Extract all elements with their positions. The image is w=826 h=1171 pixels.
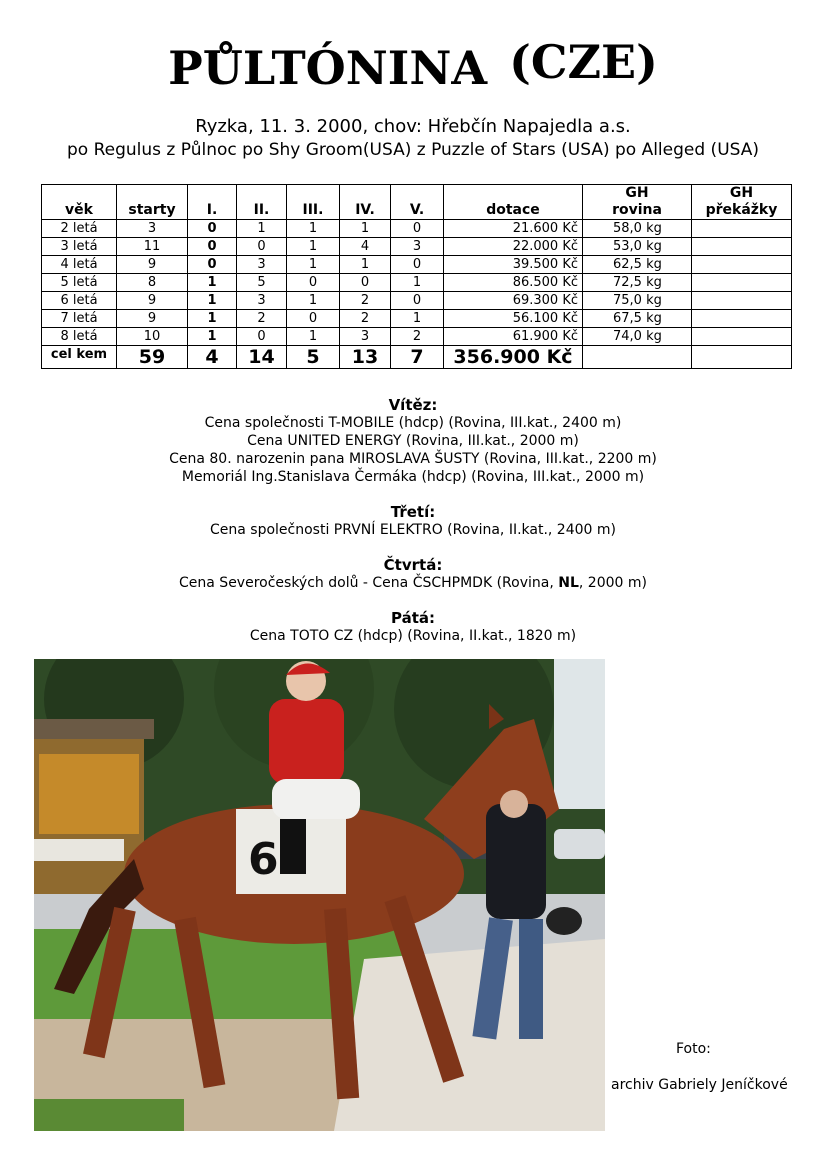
- cell-first: 0: [188, 256, 237, 274]
- cell-second: 1: [237, 220, 287, 238]
- table-row: [42, 328, 792, 346]
- cell-second: 0: [237, 238, 287, 256]
- cell-second: 0: [237, 328, 287, 346]
- col-prize: dotace: [444, 185, 583, 220]
- cell-gh-flat: 58,0 kg: [583, 220, 692, 238]
- cell-third: 0: [287, 274, 340, 292]
- cell-prize: 56.100 Kč: [444, 310, 583, 328]
- horse-photo: [34, 659, 605, 1131]
- cell-gh-jump: [692, 328, 792, 346]
- cell-starts: 11: [117, 238, 188, 256]
- saddle-number: 6: [248, 834, 279, 885]
- cell-fourth: 1: [340, 256, 391, 274]
- cell-gh-jump: [692, 274, 792, 292]
- cell-prize: 21.600 Kč: [444, 220, 583, 238]
- cell-gh-flat: 75,0 kg: [583, 292, 692, 310]
- fifth-heading: Pátá:: [390, 609, 435, 627]
- table-row: [42, 220, 792, 238]
- horse-name: PŮLTÓNINA: [168, 41, 488, 95]
- fourth-race-nl: NL: [558, 575, 579, 591]
- total-second: 14: [237, 346, 287, 369]
- photo-credit: archiv Gabriely Jeníčkové: [611, 1077, 788, 1093]
- cell-gh-flat: 74,0 kg: [583, 328, 692, 346]
- cell-first: 0: [188, 220, 237, 238]
- winner-race: Cena 80. narozenin pana MIROSLAVA ŠUSTY (Rovina, III.kat., 2200 m): [169, 451, 657, 467]
- col-starts: starty: [117, 185, 188, 220]
- cell-gh-jump: [692, 220, 792, 238]
- col-second: II.: [237, 185, 287, 220]
- cell-second: 3: [237, 256, 287, 274]
- total-gh-jump: [692, 346, 792, 369]
- cell-starts: 9: [117, 292, 188, 310]
- col-gh-jump: GH překážky: [692, 185, 792, 220]
- cell-second: 2: [237, 310, 287, 328]
- winner-heading: Vítěz:: [388, 396, 438, 414]
- winner-section: [0, 396, 826, 486]
- cell-first: 1: [188, 328, 237, 346]
- cell-first: 1: [188, 310, 237, 328]
- table-row: [42, 292, 792, 310]
- total-starts: 59: [117, 346, 188, 369]
- cell-fourth: 0: [340, 274, 391, 292]
- table-row: [42, 256, 792, 274]
- cell-first: 1: [188, 274, 237, 292]
- total-third: 5: [287, 346, 340, 369]
- total-label: cel kem: [42, 346, 117, 369]
- table-row: [42, 238, 792, 256]
- cell-prize: 22.000 Kč: [444, 238, 583, 256]
- col-first: I.: [188, 185, 237, 220]
- cell-third: 0: [287, 310, 340, 328]
- cell-first: 0: [188, 238, 237, 256]
- cell-gh-jump: [692, 238, 792, 256]
- cell-gh-flat: 53,0 kg: [583, 238, 692, 256]
- table-row: [42, 310, 792, 328]
- col-fourth: IV.: [340, 185, 391, 220]
- cell-starts: 3: [117, 220, 188, 238]
- cell-fifth: 0: [391, 256, 444, 274]
- birth-breeder-line: Ryzka, 11. 3. 2000, chov: Hřebčín Napajedla a.s.: [195, 116, 631, 137]
- cell-fifth: 3: [391, 238, 444, 256]
- cell-gh-flat: 72,5 kg: [583, 274, 692, 292]
- cell-fifth: 1: [391, 310, 444, 328]
- cell-fifth: 0: [391, 220, 444, 238]
- total-first: 4: [188, 346, 237, 369]
- total-fourth: 13: [340, 346, 391, 369]
- cell-second: 5: [237, 274, 287, 292]
- fourth-section: [0, 556, 826, 592]
- cell-gh-flat: 62,5 kg: [583, 256, 692, 274]
- cell-fifth: 0: [391, 292, 444, 310]
- pedigree-line: po Regulus z Půlnoc po Shy Groom(USA) z Puzzle of Stars (USA) po Alleged (USA): [66, 140, 760, 160]
- total-prize: 356.900 Kč: [444, 346, 583, 369]
- cell-starts: 9: [117, 310, 188, 328]
- cell-third: 1: [287, 256, 340, 274]
- cell-fifth: 1: [391, 274, 444, 292]
- results-section: [0, 396, 826, 662]
- cell-third: 1: [287, 238, 340, 256]
- cell-age: 7 letá: [42, 310, 117, 328]
- total-fifth: 7: [391, 346, 444, 369]
- cell-age: 3 letá: [42, 238, 117, 256]
- col-fifth: V.: [391, 185, 444, 220]
- winner-race: Cena UNITED ENERGY (Rovina, III.kat., 2000 m): [247, 433, 579, 449]
- horse-photo-illustration: [34, 659, 605, 1131]
- cell-age: 2 letá: [42, 220, 117, 238]
- cell-gh-flat: 67,5 kg: [583, 310, 692, 328]
- horse-country: (CZE): [509, 35, 658, 89]
- horse-title: [0, 35, 826, 109]
- third-section: [0, 503, 826, 539]
- cell-age: 8 letá: [42, 328, 117, 346]
- fourth-heading: Čtvrtá:: [383, 556, 443, 574]
- fourth-race: Cena Severočeských dolů - Cena ČSCHPMDK (Rovina, NL, 2000 m): [179, 575, 647, 591]
- third-heading: Třetí:: [390, 503, 436, 521]
- cell-fourth: 4: [340, 238, 391, 256]
- cell-starts: 9: [117, 256, 188, 274]
- cell-starts: 10: [117, 328, 188, 346]
- cell-third: 1: [287, 328, 340, 346]
- cell-fourth: 2: [340, 292, 391, 310]
- fifth-race: Cena TOTO CZ (hdcp) (Rovina, II.kat., 1820 m): [249, 628, 577, 644]
- cell-third: 1: [287, 220, 340, 238]
- cell-gh-jump: [692, 256, 792, 274]
- cell-fourth: 2: [340, 310, 391, 328]
- cell-prize: 86.500 Kč: [444, 274, 583, 292]
- cell-prize: 39.500 Kč: [444, 256, 583, 274]
- cell-gh-jump: [692, 292, 792, 310]
- col-gh-flat: GH rovina: [583, 185, 692, 220]
- race-record-table: [41, 184, 792, 369]
- cell-fifth: 2: [391, 328, 444, 346]
- winner-race: Memoriál Ing.Stanislava Čermáka (hdcp) (Rovina, III.kat., 2000 m): [181, 469, 645, 485]
- fifth-section: [0, 609, 826, 645]
- cell-fourth: 1: [340, 220, 391, 238]
- table-total-row: [42, 346, 792, 369]
- cell-prize: 61.900 Kč: [444, 328, 583, 346]
- cell-age: 5 letá: [42, 274, 117, 292]
- cell-age: 6 letá: [42, 292, 117, 310]
- third-race: Cena společnosti PRVNÍ ELEKTRO (Rovina, II.kat., 2400 m): [210, 522, 616, 538]
- total-gh-flat: [583, 346, 692, 369]
- cell-prize: 69.300 Kč: [444, 292, 583, 310]
- table-header-row: [42, 185, 792, 220]
- winner-race: Cena společnosti T-MOBILE (hdcp) (Rovina, III.kat., 2400 m): [204, 415, 622, 431]
- cell-gh-jump: [692, 310, 792, 328]
- table-row: [42, 274, 792, 292]
- cell-third: 1: [287, 292, 340, 310]
- cell-starts: 8: [117, 274, 188, 292]
- col-age: věk: [42, 185, 117, 220]
- cell-second: 3: [237, 292, 287, 310]
- photo-caption-label: Foto:: [676, 1041, 711, 1057]
- cell-fourth: 3: [340, 328, 391, 346]
- cell-first: 1: [188, 292, 237, 310]
- cell-age: 4 letá: [42, 256, 117, 274]
- col-third: III.: [287, 185, 340, 220]
